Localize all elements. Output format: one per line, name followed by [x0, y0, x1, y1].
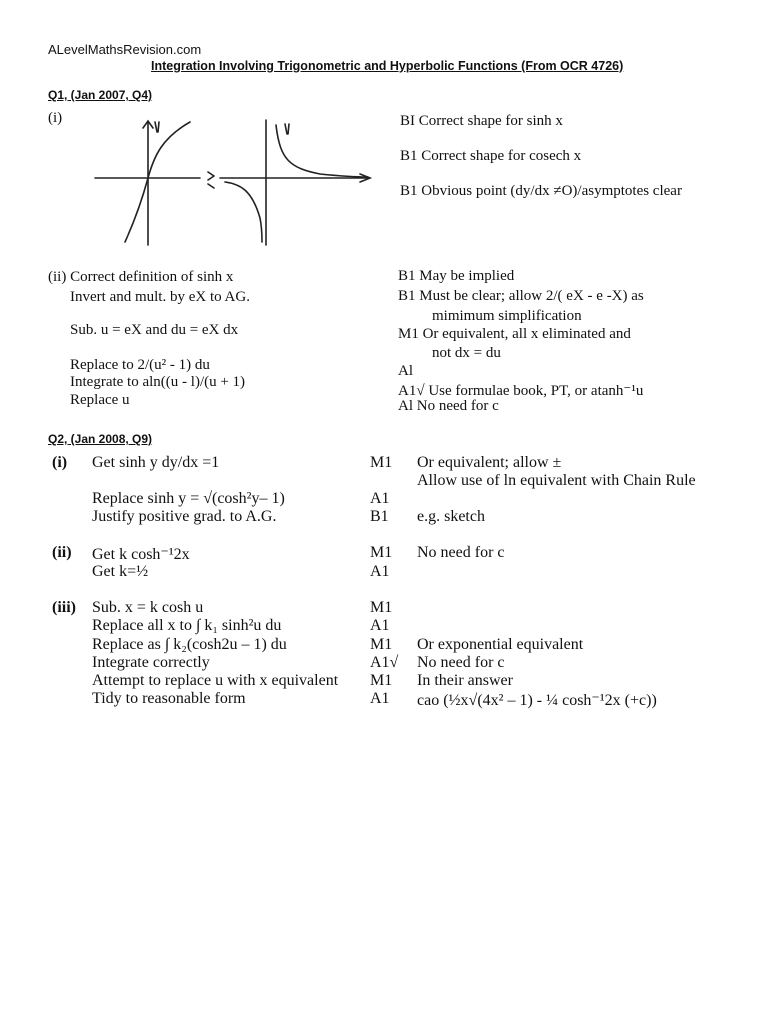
- q1-mark-i-1: BI Correct shape for sinh x: [400, 113, 563, 129]
- q2-mark: M1: [370, 599, 393, 616]
- q1-ii-mark-2: B1 Must be clear; allow 2/( eX - e -X) as: [398, 288, 644, 304]
- q2-step: Get sinh y dy/dx =1: [92, 454, 220, 471]
- q2-mark: M1: [370, 636, 393, 653]
- q2-comment: e.g. sketch: [417, 508, 485, 525]
- q2-mark: B1: [370, 508, 389, 525]
- q1-ii-mark-4: M1 Or equivalent, all x eliminated and: [398, 326, 631, 342]
- q2-mark: A1: [370, 617, 390, 634]
- q2-step: Replace all x to ∫ k₁ sinh²u du: [92, 617, 282, 634]
- sinh-cosech-sketch: [90, 110, 380, 250]
- q2-step: Sub. x = k cosh u: [92, 599, 204, 616]
- q1-mark-i-2: B1 Correct shape for cosech x: [400, 148, 582, 164]
- q1-ii-step-1: (ii) Correct definition of sinh x: [48, 269, 234, 285]
- q1-part-i-label: (i): [48, 110, 63, 126]
- q2-step: Tidy to reasonable form: [92, 690, 246, 707]
- q2-heading: Q2, (Jan 2008, Q9): [48, 432, 153, 446]
- site-name: ALevelMathsRevision.com: [48, 42, 202, 57]
- q1-ii-step-3: Sub. u = eX and du = eX dx: [70, 322, 239, 338]
- q2-mark: M1: [370, 454, 393, 471]
- q2-part-label: (iii): [52, 599, 76, 616]
- q1-ii-step-5: Integrate to aln((u - l)/(u + 1): [70, 374, 246, 390]
- q1-ii-mark-8: Al No need for c: [398, 398, 499, 414]
- q1-ii-mark-1: B1 May be implied: [398, 268, 515, 284]
- page-title: Integration Involving Trigonometric and Hyperbolic Functions (From OCR 4726): [151, 59, 624, 73]
- q1-mark-i-3: B1 Obvious point (dy/dx ≠O)/asymptotes clear: [400, 183, 682, 199]
- q1-ii-step-2: Invert and mult. by eX to AG.: [70, 289, 250, 305]
- q2-comment: In their answer: [417, 672, 513, 689]
- q2-step: Get k cosh⁻¹2x: [92, 546, 190, 563]
- q2-mark: A1: [370, 490, 390, 507]
- q2-comment: No need for c: [417, 544, 505, 561]
- q2-step: Attempt to replace u with x equivalent: [92, 672, 339, 689]
- q2-mark: A1: [370, 690, 390, 707]
- q1-ii-step-4: Replace to 2/(u² - 1) du: [70, 357, 210, 373]
- q2-step: Justify positive grad. to A.G.: [92, 508, 277, 525]
- q2-mark: A1: [370, 563, 390, 580]
- q2-comment: cao (½x√(4x² – 1) - ¼ cosh⁻¹2x (+c)): [417, 692, 657, 709]
- q1-ii-mark-6: Al: [398, 363, 413, 379]
- q2-part-label: (i): [52, 454, 68, 471]
- q2-comment: Or equivalent; allow ±: [417, 454, 562, 471]
- q2-mark: M1: [370, 672, 393, 689]
- q2-part-label: (ii): [52, 544, 72, 561]
- q2-step: Get k=½: [92, 563, 149, 580]
- q1-ii-mark-3: mimimum simplification: [432, 308, 582, 324]
- q2-mark: M1: [370, 544, 393, 561]
- q1-ii-mark-7: A1√ Use formulae book, PT, or atanh⁻¹u: [398, 383, 644, 399]
- sinh-x-graph: [95, 121, 200, 245]
- q1-ii-step-6: Replace u: [70, 392, 130, 408]
- q2-mark: A1√: [370, 654, 399, 671]
- q2-step: Integrate correctly: [92, 654, 210, 671]
- q2-comment: No need for c: [417, 654, 505, 671]
- q2-step: Replace sinh y = √(cosh²y– 1): [92, 490, 285, 507]
- q2-comment: Or exponential equivalent: [417, 636, 584, 653]
- q2-comment: Allow use of ln equivalent with Chain Rule: [417, 472, 696, 489]
- q1-ii-mark-5: not dx = du: [432, 345, 501, 361]
- q1-heading: Q1, (Jan 2007, Q4): [48, 88, 153, 102]
- q2-step: Replace as ∫ k₂(cosh2u – 1) du: [92, 636, 287, 653]
- cosech-x-graph: [208, 120, 370, 245]
